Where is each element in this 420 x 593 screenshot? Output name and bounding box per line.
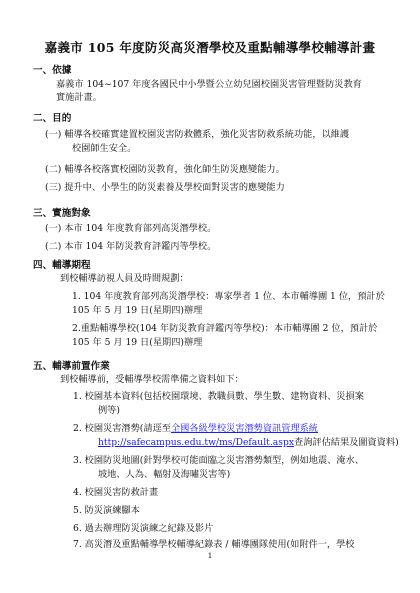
target-item-2: (二) 本市 104 年防災教育評鑑丙等學校。 xyxy=(45,241,217,252)
prep-item-2 xyxy=(73,422,318,435)
schedule-intro: 到校輔導訪視人員及時間規劃： xyxy=(60,273,189,284)
prep-item-2-label: 2. 校園災害潛勢(請逕至 xyxy=(73,423,171,434)
prep-item-3-cont: 坡地、人為、輻射及海嘯災害等) xyxy=(98,469,231,480)
page-number: 1 xyxy=(207,551,213,560)
section-heading-targets: 三、實施對象 xyxy=(33,208,91,219)
prep-item-2-cont xyxy=(98,436,399,449)
schedule-item-2: 2.重點輔導學校(104 年防災教育評鑑丙等學校)：本市輔導團 2 位，預計於 xyxy=(72,323,378,334)
prep-item-1-cont: 例等) xyxy=(98,405,120,416)
purpose-item-2: (二) 輔導各校落實校園防災教育，強化師生防災應變能力。 xyxy=(45,164,285,175)
section-heading-basis: 一、依據 xyxy=(33,65,72,76)
target-item-1: (一) 本市 104 年度教育部列高災潛學校。 xyxy=(45,223,217,234)
prep-item-5: 5. 防災演練腳本 xyxy=(73,505,140,516)
prep-item-6: 6. 過去辦理防災演練之紀錄及影片 xyxy=(73,523,214,534)
purpose-item-1: (一) 輔導各校確實建置校園災害防救體系，強化災害防救系統功能，以維護 xyxy=(45,129,350,140)
section-heading-schedule: 四、輔導期程 xyxy=(33,260,91,271)
preparation-intro: 到校輔導前，受輔導學校需準備之資料如下： xyxy=(60,374,244,385)
purpose-item-3: (三) 提升中、小學生的防災素養及學校面對災害的應變能力 xyxy=(45,182,285,193)
disaster-info-system-link[interactable]: 全國各級學校災害潛勢資訊管理系統 xyxy=(170,423,318,434)
schedule-item-1-date: 105 年 5 月 19 日(星期四)辦理 xyxy=(72,305,203,316)
schedule-item-2-date: 105 年 5 月 19 日(星期四)辦理 xyxy=(72,337,203,348)
basis-line-1: 嘉義市 104~107 年度各國民中小學暨公立幼兒園校園災害管理暨防災教育 xyxy=(56,79,362,90)
basis-line-2: 實施計畫。 xyxy=(56,92,102,103)
safecampus-url-link[interactable]: http://safecampus.edu.tw/ms/Default.aspx xyxy=(98,437,295,448)
section-heading-preparation: 五、輔導前置作業 xyxy=(33,361,110,372)
schedule-item-1: 1. 104 年度教育部列高災潛學校：專家學者 1 位、本市輔導團 1 位，預計於 xyxy=(72,291,385,302)
prep-item-3: 3. 校園防災地圖(針對學校可能面臨之災害潛勢類型，例如地震、淹水、 xyxy=(73,455,364,466)
prep-item-4: 4. 校園災害防救計畫 xyxy=(73,487,159,498)
section-heading-purpose: 二、目的 xyxy=(33,113,72,124)
prep-item-1: 1. 校園基本資料(包括校園環境、教職員數、學生數、建物資料、災損案 xyxy=(73,391,364,402)
document-title: 嘉義市 105 年度防災高災潛學校及重點輔導學校輔導計畫 xyxy=(44,40,376,55)
prep-item-7: 7. 高災潛及重點輔導學校輔導紀錄表 / 輔導團隊使用(如附件一，學校 xyxy=(73,539,355,550)
prep-item-2-tail: 查詢評估結果及圖資資料) xyxy=(294,437,399,448)
purpose-item-1-cont: 校園師生安全。 xyxy=(72,143,137,154)
